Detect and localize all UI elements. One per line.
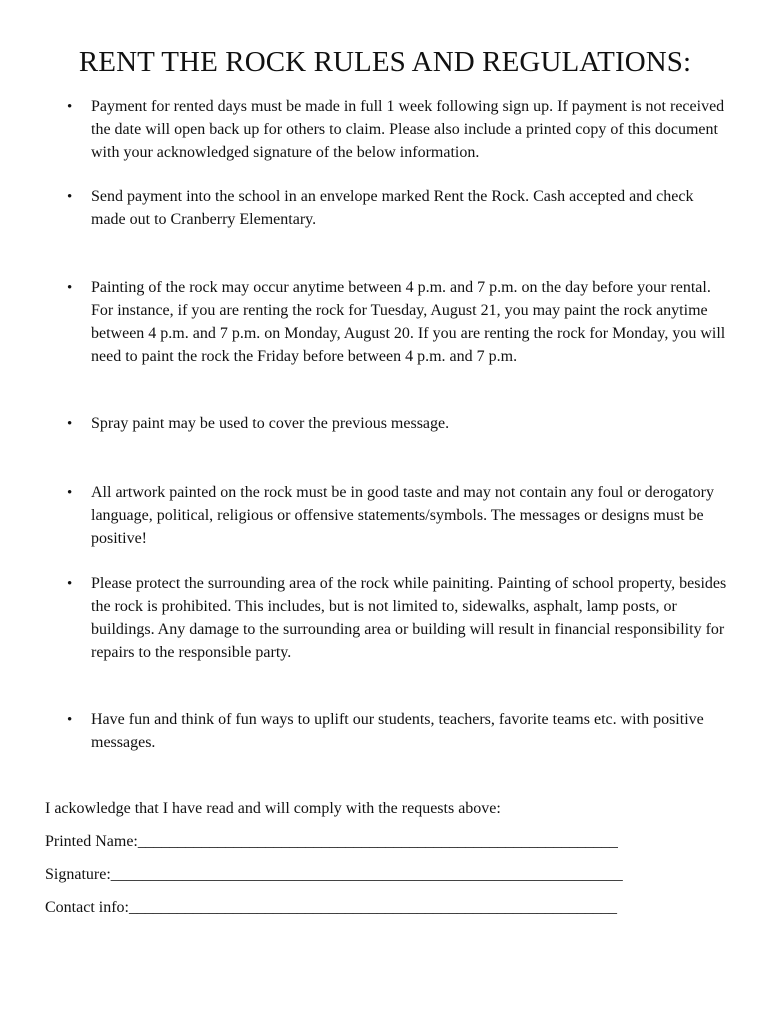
bullet-icon: • [67, 576, 73, 592]
bullet-icon: • [67, 189, 73, 205]
signature-field[interactable]: Signature:________________________________________________________________ [45, 866, 623, 883]
document-title: RENT THE ROCK RULES AND REGULATIONS: [78, 46, 692, 78]
rule-text-have-fun: Have fun and think of fun ways to uplift our students, teachers, favorite teams etc. with positive messages. [91, 711, 704, 751]
bullet-icon: • [67, 712, 73, 728]
rule-text-spray-paint: Spray paint may be used to cover the previous message. [91, 415, 450, 432]
rule-text-painting-times: Painting of the rock may occur anytime between 4 p.m. and 7 p.m. on the day before your rental. For instance, if you are renting the rock for Tuesday, August 21, you may paint the rock anytime between 4 p.m. and 7 p.m. on Monday, August 20. If you are renting the rock for Monday, you will need to paint the rock the Friday before between 4 p.m. and 7 p.m. [91, 279, 726, 365]
rule-text-send-payment: Send payment into the school in an envelope marked Rent the Rock. Cash accepted and check made out to Cranberry Elementary. [91, 188, 694, 228]
bullet-icon: • [67, 99, 73, 115]
contact-info-field[interactable]: Contact info:_____________________________________________________________ [45, 899, 617, 916]
bullet-icon: • [67, 280, 73, 296]
bullet-icon: • [67, 485, 73, 501]
printed-name-field[interactable]: Printed Name:____________________________________________________________ [45, 833, 618, 850]
acknowledgement-statement: I ackowledge that I have read and will comply with the requests above: [45, 800, 501, 817]
rule-text-good-taste: All artwork painted on the rock must be in good taste and may not contain any foul or derogatory language, political, religious or offensive statements/symbols. The messages or designs must be positive! [91, 484, 714, 547]
rule-text-payment: Payment for rented days must be made in full 1 week following sign up. If payment is not received the date will open back up for others to claim. Please also include a printed copy of this document with your acknowledged signature of the below information. [91, 98, 725, 161]
rule-text-protect-area: Please protect the surrounding area of the rock while painiting. Painting of school property, besides the rock is prohibited. This includes, but is not limited to, sidewalks, asphalt, lamp posts, or buildings. Any damage to the surrounding area or building will result in financial responsibility for repairs to the responsible party. [91, 575, 727, 661]
bullet-icon: • [67, 416, 73, 432]
